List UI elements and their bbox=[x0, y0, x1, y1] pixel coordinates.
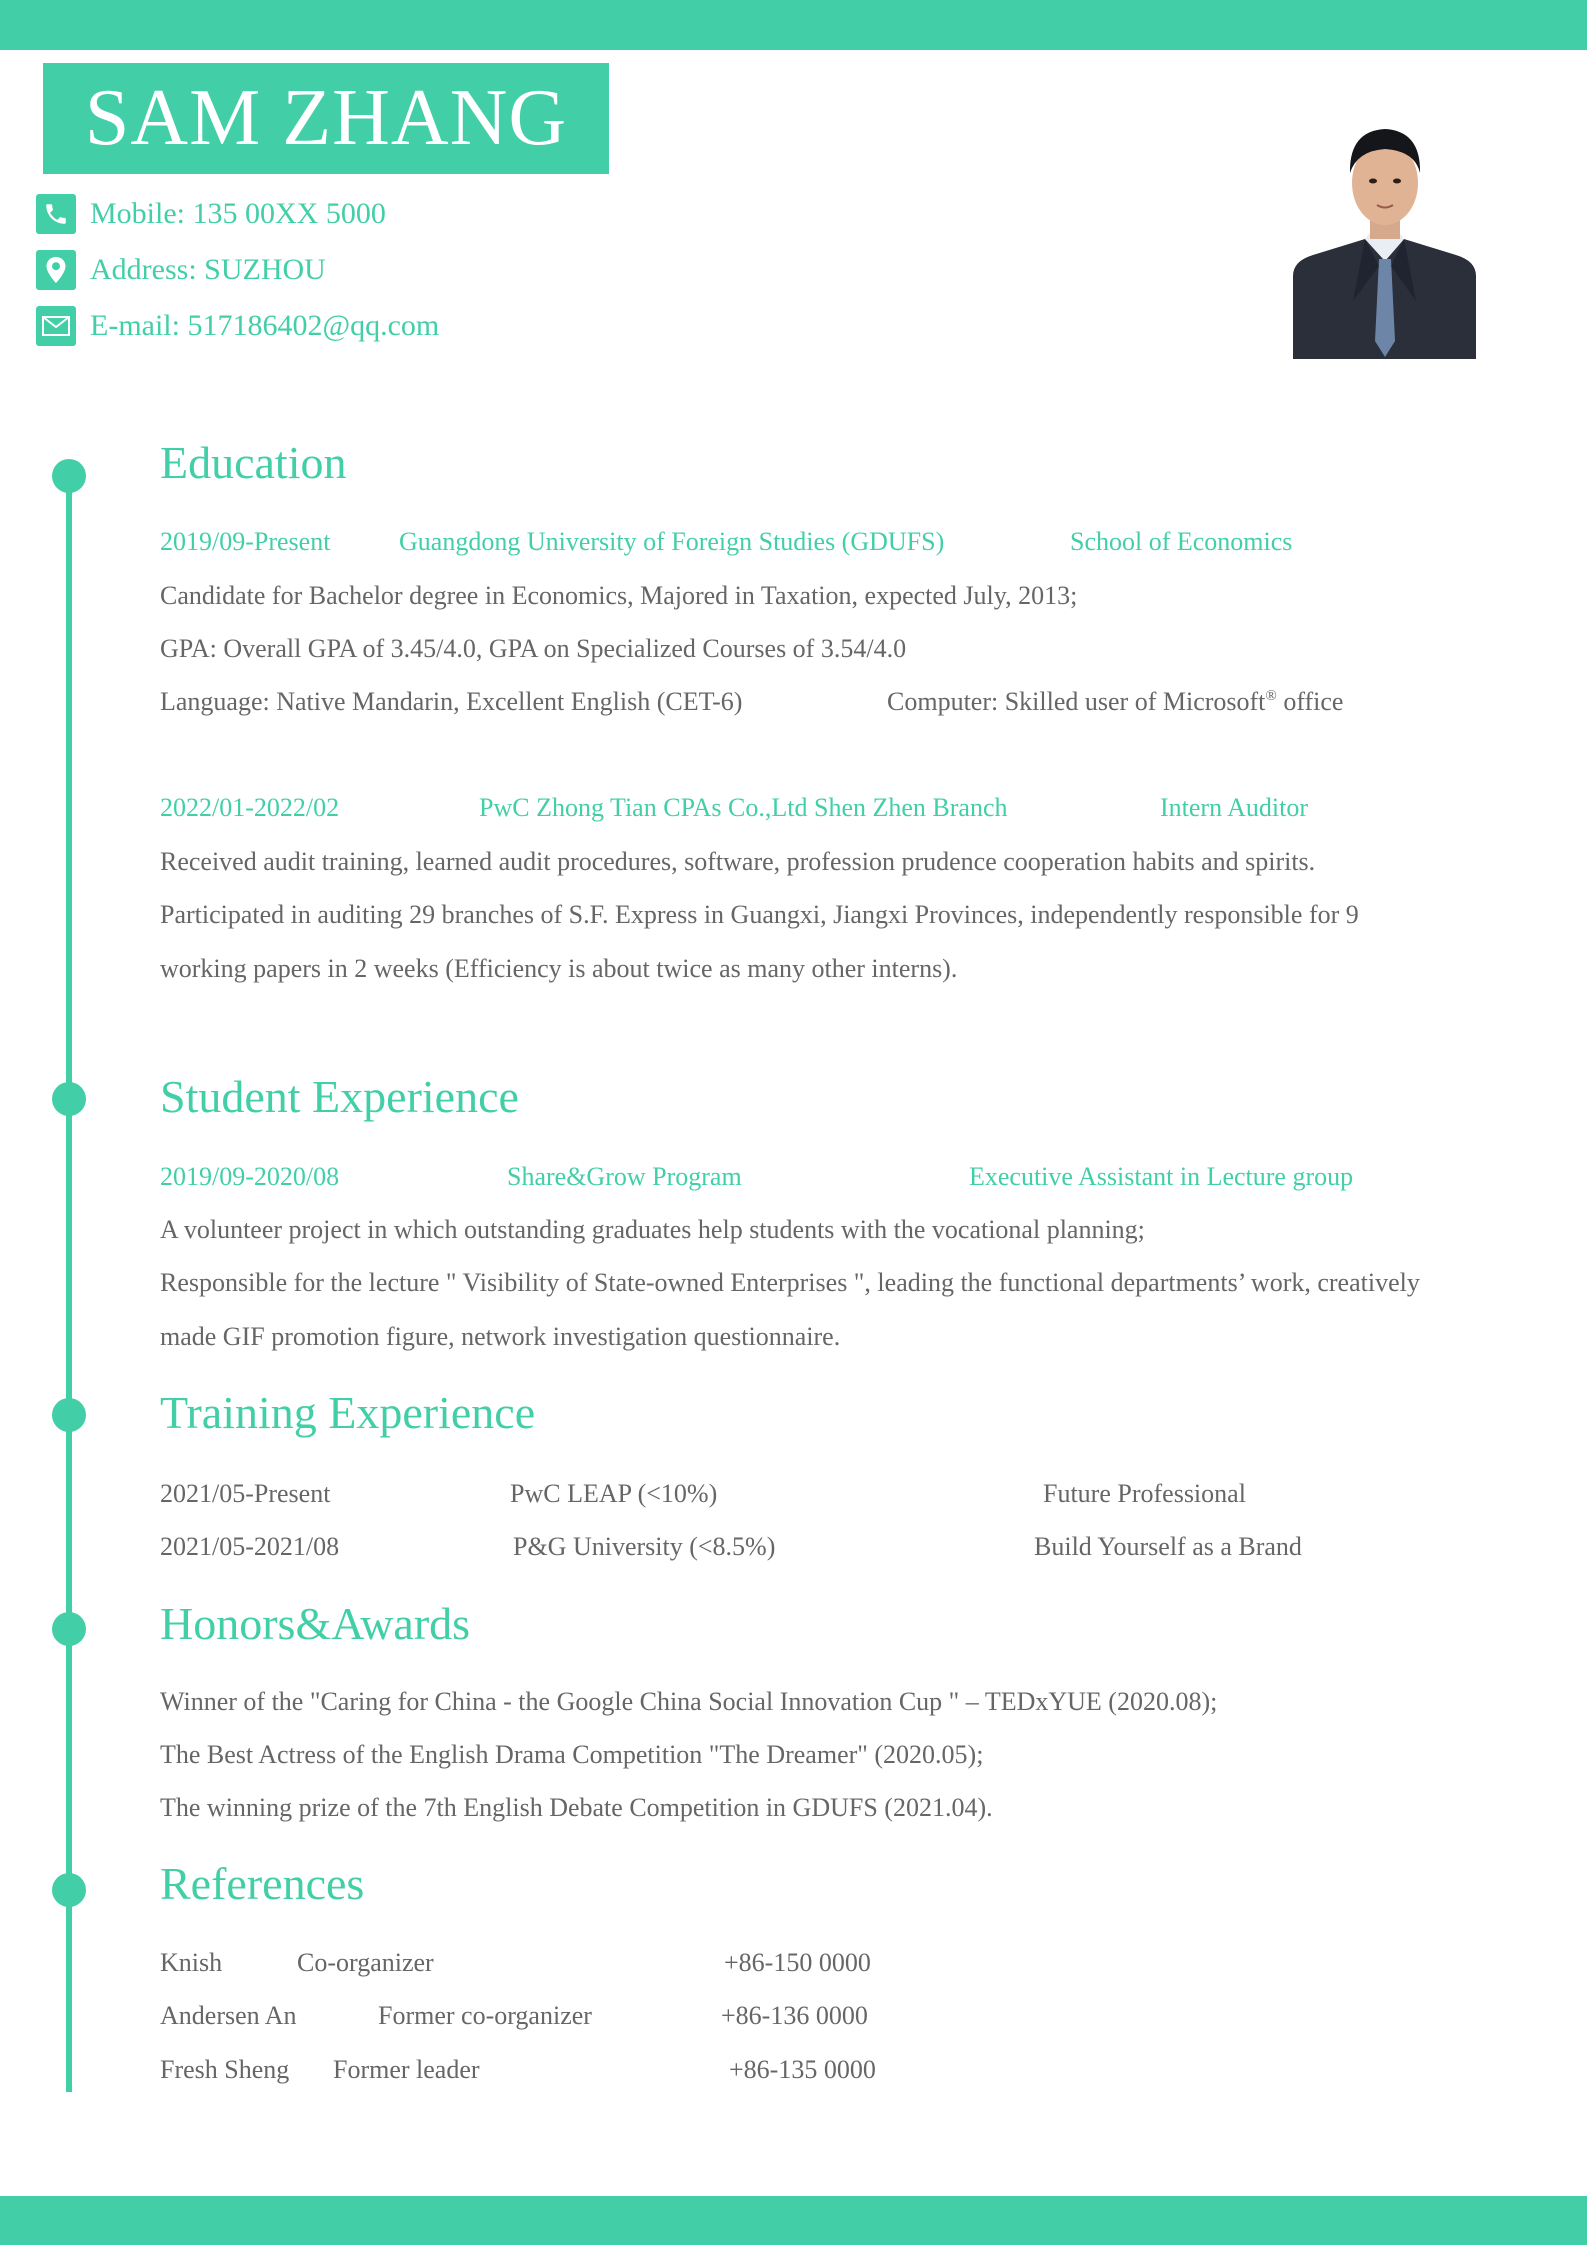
name-banner: SAM ZHANG bbox=[43, 63, 609, 174]
phone-icon bbox=[36, 194, 76, 234]
education-date-2: 2022/01-2022/02 bbox=[160, 793, 340, 822]
training-program-1: PwC LEAP (<10%) bbox=[510, 1479, 718, 1508]
timeline-line bbox=[66, 475, 72, 2092]
education-org-1: Guangdong University of Foreign Studies (GDUFS) bbox=[399, 527, 945, 556]
training-desc-1: Future Professional bbox=[1043, 1479, 1246, 1508]
student-line-2: Responsible for the lecture " Visibility of State-owned Enterprises ", leading the functional departments’ work, creatively bbox=[160, 1268, 1420, 1297]
contact-email bbox=[36, 305, 439, 347]
training-date-1: 2021/05-Present bbox=[160, 1479, 331, 1508]
honor-item-2: The Best Actress of the English Drama Competition "The Dreamer" (2020.05); bbox=[160, 1740, 984, 1769]
contact-mobile bbox=[36, 193, 386, 235]
top-accent-bar bbox=[0, 0, 1587, 50]
education-role-1: School of Economics bbox=[1070, 527, 1293, 556]
timeline-dot-training bbox=[52, 1398, 86, 1432]
student-line-1: A volunteer project in which outstanding graduates help students with the vocational planning; bbox=[160, 1215, 1145, 1244]
honor-item-3: The winning prize of the 7th English Debate Competition in GDUFS (2021.04). bbox=[160, 1793, 993, 1822]
education-gpa-line: GPA: Overall GPA of 3.45/4.0, GPA on Specialized Courses of 3.54/4.0 bbox=[160, 634, 907, 663]
training-heading: Training Experience bbox=[160, 1387, 536, 1438]
reference-phone-3: +86-135 0000 bbox=[729, 2055, 876, 2084]
student-org: Share&Grow Program bbox=[507, 1162, 742, 1191]
reference-role-1: Co-organizer bbox=[297, 1948, 434, 1977]
internship-line-1: Received audit training, learned audit procedures, software, profession prudence cooperation habits and spirits. bbox=[160, 847, 1316, 876]
internship-line-3: working papers in 2 weeks (Efficiency is about twice as many other interns). bbox=[160, 954, 958, 983]
honors-heading: Honors&Awards bbox=[160, 1598, 471, 1649]
student-role: Executive Assistant in Lecture group bbox=[969, 1162, 1354, 1191]
internship-line-2: Participated in auditing 29 branches of S.F. Express in Guangxi, Jiangxi Provinces, independently responsible for 9 bbox=[160, 900, 1359, 929]
reference-name-3: Fresh Sheng bbox=[160, 2055, 290, 2084]
student-heading: Student Experience bbox=[160, 1071, 519, 1122]
education-org-2: PwC Zhong Tian CPAs Co.,Ltd Shen Zhen Branch bbox=[479, 793, 1008, 822]
location-pin-icon bbox=[36, 250, 76, 290]
mobile-text: Mobile: 135 00XX 5000 bbox=[90, 197, 386, 230]
reference-name-1: Knish bbox=[160, 1948, 223, 1977]
reference-phone-1: +86-150 0000 bbox=[724, 1948, 871, 1977]
education-date-1: 2019/09-Present bbox=[160, 527, 331, 556]
address-text: Address: SUZHOU bbox=[90, 253, 326, 286]
profile-photo bbox=[1293, 101, 1476, 359]
timeline-dot-student bbox=[52, 1082, 86, 1116]
education-heading: Education bbox=[160, 437, 347, 488]
education-role-2: Intern Auditor bbox=[1160, 793, 1309, 822]
reference-phone-2: +86-136 0000 bbox=[721, 2001, 868, 2030]
reference-role-2: Former co-organizer bbox=[378, 2001, 592, 2030]
training-program-2: P&G University (<8.5%) bbox=[513, 1532, 776, 1561]
student-line-3: made GIF promotion figure, network investigation questionnaire. bbox=[160, 1322, 841, 1351]
training-desc-2: Build Yourself as a Brand bbox=[1034, 1532, 1302, 1561]
timeline-dot-references bbox=[52, 1873, 86, 1907]
education-language-line: Language: Native Mandarin, Excellent English (CET-6) bbox=[160, 687, 743, 716]
contact-address bbox=[36, 249, 326, 291]
email-text: E-mail: 517186402@qq.com bbox=[90, 309, 440, 342]
references-heading: References bbox=[160, 1858, 365, 1909]
timeline-dot-honors bbox=[52, 1612, 86, 1646]
reference-role-3: Former leader bbox=[333, 2055, 480, 2084]
education-degree-line: Candidate for Bachelor degree in Economics, Majored in Taxation, expected July, 2013; bbox=[160, 581, 1078, 610]
bottom-accent-bar bbox=[0, 2196, 1587, 2245]
student-date: 2019/09-2020/08 bbox=[160, 1162, 340, 1191]
envelope-icon bbox=[36, 306, 76, 346]
honor-item-1: Winner of the "Caring for China - the Google China Social Innovation Cup " – TEDxYUE (2020.08); bbox=[160, 1687, 1218, 1716]
timeline-dot-education bbox=[52, 459, 86, 493]
training-date-2: 2021/05-2021/08 bbox=[160, 1532, 340, 1561]
reference-name-2: Andersen An bbox=[160, 2001, 297, 2030]
education-computer-line: Computer: Skilled user of Microsoft® office bbox=[887, 687, 1344, 716]
